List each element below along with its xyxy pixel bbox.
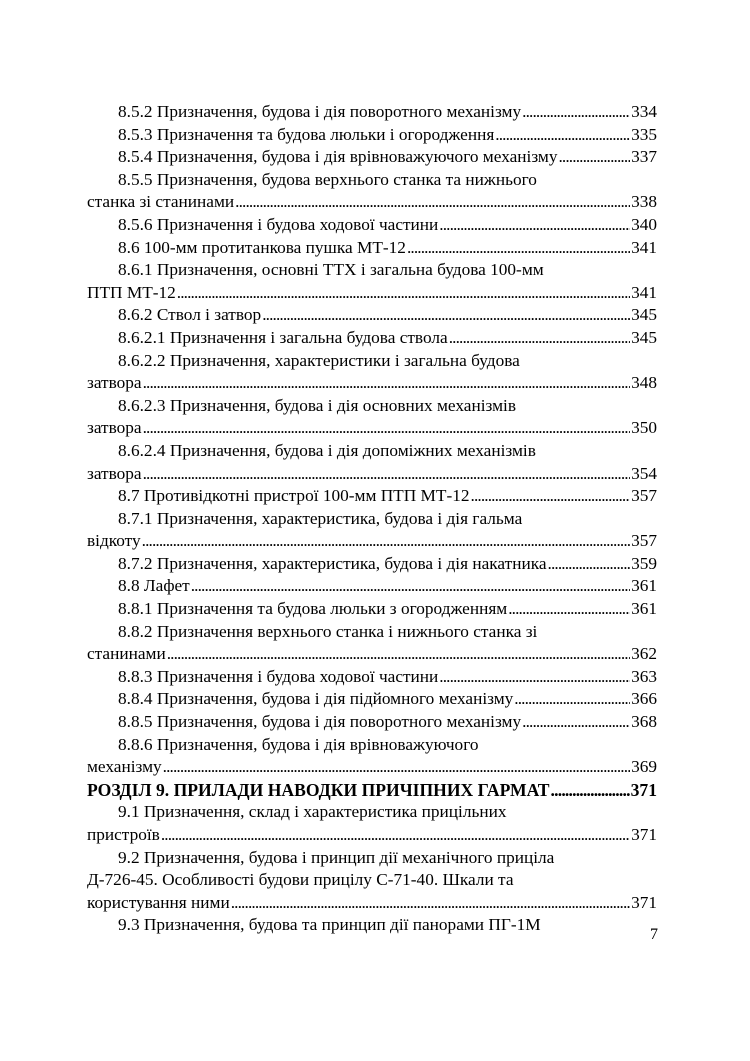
toc-dot-leader [231, 892, 630, 915]
toc-entry-title: станка зі станинами [87, 192, 235, 212]
toc-entry-title: 8.8.6 Призначення, будова і дія врівноважуючого [118, 734, 479, 754]
toc-entry-title: відкоту [87, 531, 141, 551]
toc-entry-title: 8.6.2.3 Призначення, будова і дія основних механізмів [118, 395, 516, 415]
toc-page-number: 366 [631, 689, 657, 709]
toc-page-number: 357 [631, 531, 657, 551]
toc-dot-leader [161, 824, 630, 847]
toc-entry-title: 8.8 Лафет [118, 576, 190, 596]
toc-entry[interactable] [87, 688, 657, 711]
toc-dot-leader [449, 327, 630, 350]
toc-entry-title: 8.5.6 Призначення і будова ходової частини [118, 214, 439, 234]
toc-entry-title: ПТП МТ-12 [87, 282, 176, 302]
toc-dot-leader [191, 575, 630, 598]
toc-entry[interactable] [87, 914, 657, 937]
toc-page-number: 341 [631, 282, 657, 302]
toc-page-number: 361 [631, 599, 657, 619]
toc-entry-title: 8.8.3 Призначення і будова ходової частини [118, 666, 439, 686]
toc-dot-leader [495, 124, 630, 147]
toc-entry-title: 9.3 Призначення, будова та принцип дії панорами ПГ-1М [118, 915, 541, 935]
toc-dot-leader [548, 553, 631, 576]
toc-dot-leader [514, 688, 630, 711]
toc-entry[interactable] [87, 259, 657, 304]
toc-entry[interactable] [87, 214, 657, 237]
toc-dot-leader [143, 417, 630, 440]
toc-entry[interactable] [87, 485, 657, 508]
toc-entry-title: 8.7.1 Призначення, характеристика, будова і дія гальма [118, 508, 523, 528]
toc-page-number: 345 [631, 305, 657, 325]
toc-entry[interactable] [87, 553, 657, 576]
toc-entry[interactable] [87, 598, 657, 621]
toc-dot-leader [143, 463, 630, 486]
toc-dot-leader [508, 598, 630, 621]
toc-entry-title: 8.5.2 Призначення, будова і дія поворотного механізму [118, 102, 522, 121]
toc-entry[interactable] [87, 237, 657, 260]
toc-dot-leader [439, 214, 630, 237]
toc-page-number: 345 [631, 327, 657, 347]
toc-entry[interactable] [87, 146, 657, 169]
toc-page-number: 368 [631, 712, 657, 732]
toc-entry-title: 9.2 Призначення, будова і принцип дії механічного прицілa [118, 847, 555, 867]
toc-page-number: 341 [631, 237, 657, 257]
toc-entry-title: затвора [87, 463, 142, 483]
toc-page-number: 334 [631, 102, 657, 121]
toc-entry-title: 8.6.1 Призначення, основні ТТХ і загальна будова 100-мм [118, 260, 544, 280]
toc-dot-leader [142, 530, 630, 553]
toc-entry-title: 8.8.1 Призначення та будова люльки з огородженням [118, 599, 508, 619]
toc-page-number: 362 [631, 644, 657, 664]
toc-entry-title: 8.6.2.1 Призначення і загальна будова ствола [118, 327, 448, 347]
toc-entry[interactable] [87, 847, 657, 915]
toc-page-number: 357 [631, 486, 657, 506]
toc-dot-leader [558, 146, 630, 169]
toc-dot-leader [439, 666, 630, 689]
toc-entry[interactable] [87, 734, 657, 779]
toc-entry-title: 8.6.2.4 Призначення, будова і дія допоміжних механізмів [118, 440, 536, 460]
toc-entry[interactable] [87, 440, 657, 485]
toc-page-number: 369 [631, 757, 657, 777]
toc-page-number: 338 [631, 192, 657, 212]
toc-page-number: 335 [631, 124, 657, 144]
toc-page-number: 337 [631, 147, 657, 167]
toc-page-number: 340 [631, 214, 657, 234]
toc-entry-title: механізму [87, 757, 162, 777]
toc-page-number: 359 [631, 553, 657, 573]
toc-dot-leader [471, 485, 631, 508]
toc-page-number: 363 [631, 666, 657, 686]
toc-dot-leader [522, 711, 630, 734]
toc-entry[interactable] [87, 801, 657, 846]
toc-entry-title: станинами [87, 644, 166, 664]
toc-entry-title: користування ними [87, 892, 230, 912]
toc-entry[interactable] [87, 101, 657, 124]
toc-entry-title: 8.6.2.2 Призначення, характеристики і загальна будова [118, 350, 520, 370]
toc-page-number: 348 [631, 373, 657, 393]
toc-entry-title: 8.8.4 Призначення, будова і дія підйомного механізму [118, 689, 514, 709]
toc-entry-title: 8.7.2 Призначення, характеристика, будова і дія накатника [118, 553, 547, 573]
table-of-contents [87, 101, 657, 937]
toc-page-number: 371 [631, 825, 657, 844]
toc-dot-leader [262, 304, 630, 327]
toc-dot-leader [163, 756, 630, 779]
toc-entry[interactable] [87, 666, 657, 689]
toc-entry-title: 8.5.3 Призначення та будова люльки і огородження [118, 124, 495, 144]
toc-page-number: 371 [630, 779, 657, 800]
toc-entry-title: РОЗДІЛ 9. ПРИЛАДИ НАВОДКИ ПРИЧІПНИХ ГАРМАТ [87, 779, 550, 800]
toc-entry[interactable] [87, 575, 657, 598]
toc-entry-title: 8.5.4 Призначення, будова і дія врівноважуючого механізму [118, 147, 558, 167]
toc-entry[interactable] [87, 327, 657, 350]
toc-entry-title: 8.6.2 Ствол і затвор [118, 305, 262, 325]
toc-entry-title: 8.5.5 Призначення, будова верхнього станка та нижнього [118, 169, 537, 189]
toc-dot-leader [167, 643, 630, 666]
toc-entry[interactable] [87, 350, 657, 395]
toc-entry-title: 8.7 Противідкотні пристрої 100-мм ПТП МТ-12 [118, 486, 470, 506]
toc-dot-leader [407, 237, 630, 260]
toc-entry-title: 9.1 Призначення, склад і характеристика прицільних [118, 802, 507, 822]
toc-dot-leader [177, 282, 630, 305]
toc-dot-leader [235, 191, 630, 214]
toc-entry-title: пристроїв [87, 825, 160, 844]
toc-entry[interactable] [87, 169, 657, 214]
toc-dot-leader [143, 372, 630, 395]
toc-entry-title: затвора [87, 418, 142, 438]
toc-entry[interactable] [87, 711, 657, 734]
toc-entry[interactable] [87, 304, 657, 327]
page-number: 7 [650, 926, 658, 943]
toc-entry-title: 8.8.5 Призначення, будова і дія поворотного механізму [118, 712, 522, 732]
toc-dot-leader [551, 779, 630, 802]
toc-entry[interactable] [87, 621, 657, 666]
toc-page-number: 350 [631, 418, 657, 438]
toc-entry-title: Д-726-45. Особливості будови прицілу С-71-40. Шкали та [87, 870, 514, 890]
toc-section-heading[interactable] [87, 779, 657, 802]
toc-page-number: 371 [631, 892, 657, 912]
toc-dot-leader [522, 101, 630, 124]
toc-entry[interactable] [87, 395, 657, 440]
toc-entry-title: 8.6 100-мм протитанкова пушка МТ-12 [118, 237, 406, 257]
toc-entry-title: 8.8.2 Призначення верхнього станка і нижнього станка зі [118, 621, 538, 641]
toc-page-number: 354 [631, 463, 657, 483]
toc-entry-title: затвора [87, 373, 142, 393]
toc-entry[interactable] [87, 508, 657, 553]
toc-entry[interactable] [87, 124, 657, 147]
toc-page-number: 361 [631, 576, 657, 596]
